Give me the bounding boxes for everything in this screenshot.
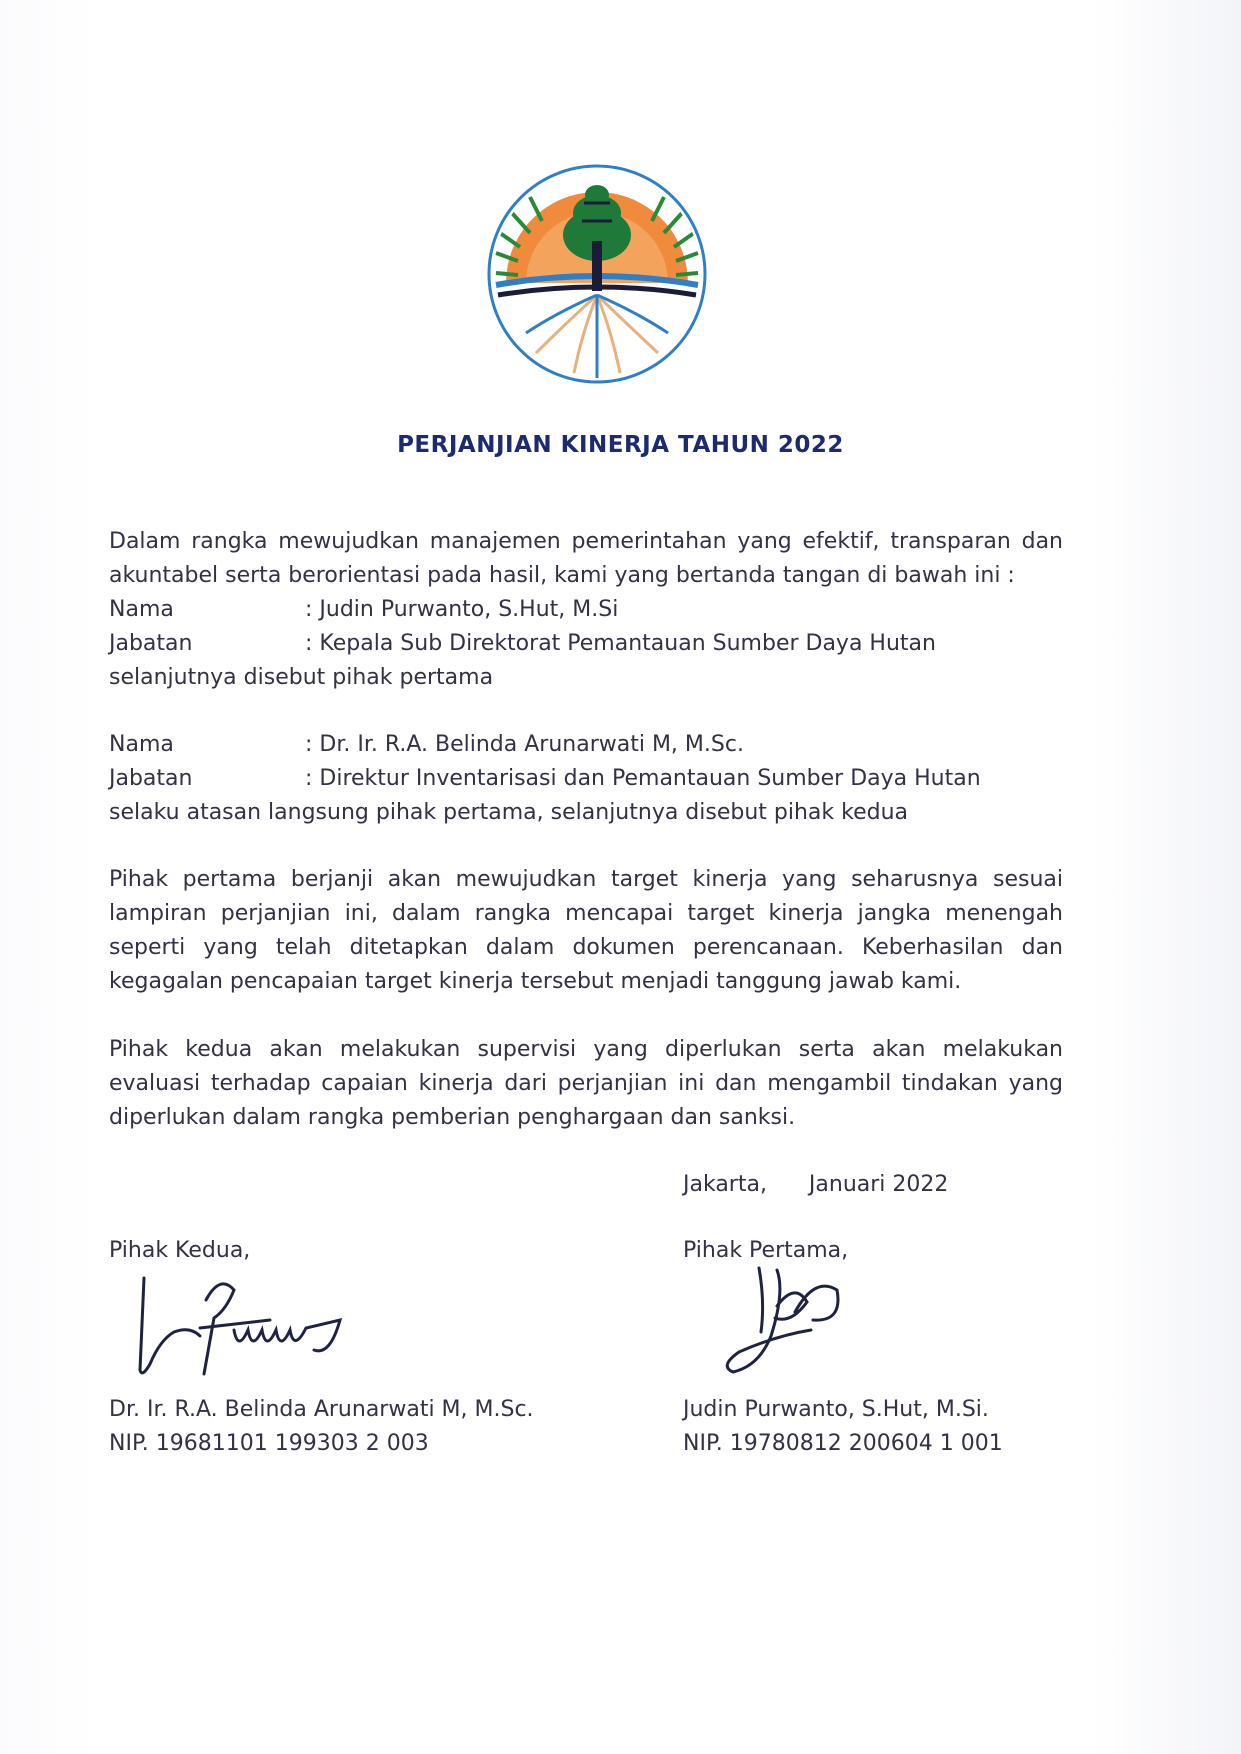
place-date: Jakarta, Januari 2022 — [683, 1172, 949, 1197]
first-party-heading: Pihak Pertama, — [683, 1238, 849, 1263]
position-value: : Kepala Sub Direktorat Pemantauan Sumber Daya Hutan — [305, 631, 936, 656]
second-party-position-row — [109, 762, 981, 796]
second-party-name: Dr. Ir. R.A. Belinda Arunarwati M, M.Sc. — [109, 1397, 534, 1422]
name-label: Nama — [109, 732, 174, 757]
position-label: Jabatan — [109, 766, 193, 791]
first-party-nip: NIP. 19780812 200604 1 001 — [683, 1431, 1003, 1456]
first-party-position-row — [109, 627, 936, 661]
supervision-paragraph: Pihak kedua akan melakukan supervisi yang diperlukan serta akan melakukan evaluasi terhadap capaian kinerja dari perjanjian ini dan mengambil tindakan yang diperlukan dalam rangka pemberian penghargaan dan sanksi. — [109, 1037, 1063, 1130]
second-party-name-row — [109, 728, 744, 762]
second-party-heading: Pihak Kedua, — [109, 1238, 251, 1263]
second-party-signature — [130, 1270, 350, 1385]
document-title: PERJANJIAN KINERJA TAHUN 2022 — [397, 432, 844, 458]
ministry-logo — [486, 163, 708, 385]
name-value: : Dr. Ir. R.A. Belinda Arunarwati M, M.Sc. — [305, 732, 744, 757]
position-value: : Direktur Inventarisasi dan Pemantauan Sumber Daya Hutan — [305, 766, 981, 791]
second-party-nip: NIP. 19681101 199303 2 003 — [109, 1431, 429, 1456]
commitment-paragraph: Pihak pertama berjanji akan mewujudkan target kinerja yang seharusnya sesuai lampiran perjanjian ini, dalam rangka mencapai target kinerja jangka menengah seperti yang telah ditetapkan dalam dokumen perencanaan. Keberhasilan dan kegagalan pencapaian target kinerja tersebut menjadi tanggung jawab kami. — [109, 867, 1063, 994]
name-value: : Judin Purwanto, S.Hut, M.Si — [305, 597, 619, 622]
position-label: Jabatan — [109, 631, 193, 656]
first-party-name-row — [109, 593, 618, 627]
first-party-signature — [715, 1262, 855, 1392]
name-label: Nama — [109, 597, 174, 622]
second-party-note: selaku atasan langsung pihak pertama, selanjutnya disebut pihak kedua — [109, 800, 909, 825]
intro-paragraph: Dalam rangka mewujudkan manajemen pemerintahan yang efektif, transparan dan akuntabel serta berorientasi pada hasil, kami yang bertanda tangan di bawah ini : — [109, 529, 1063, 588]
first-party-note: selanjutnya disebut pihak pertama — [109, 665, 494, 690]
first-party-name: Judin Purwanto, S.Hut, M.Si. — [683, 1397, 989, 1422]
